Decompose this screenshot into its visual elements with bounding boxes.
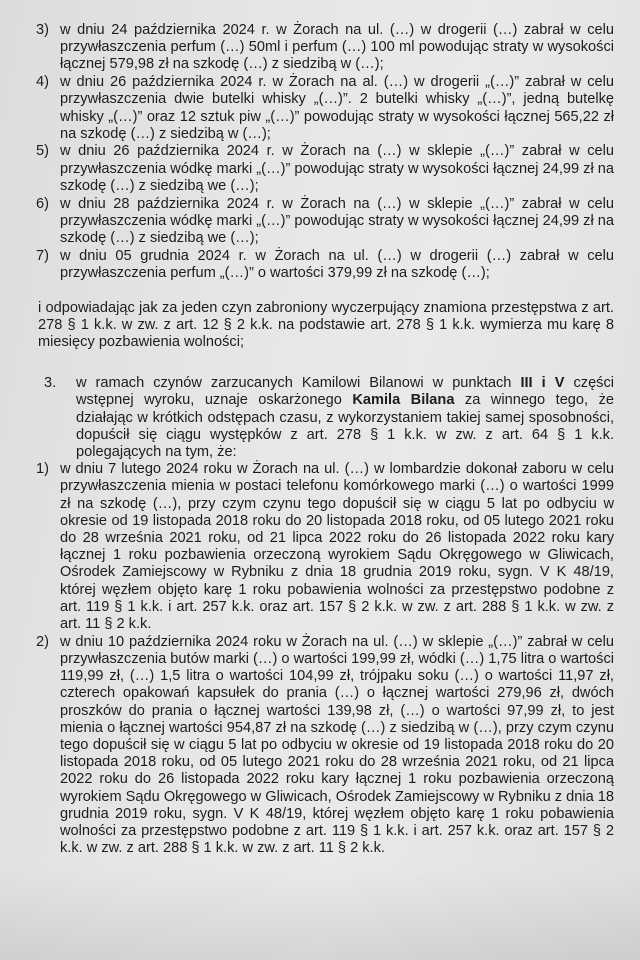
spacer xyxy=(0,351,640,375)
list-item xyxy=(0,196,640,248)
section-text-after: za winnego tego, że działając w krótkich odstępach czasu, z wykorzystaniem takiej samej sposobności, dopuścił się ciągu występków z art. 278 § 1 k.k. w zw. z art. 64 § 1 k.k. polegających na tym, że: xyxy=(76,392,614,460)
item-text: w dniu 28 października 2024 r. w Żorach na (…) w sklepie „(…)” zabrał w celu przywłaszczenia wódkę marki „(…)” powodując straty w wysokości łącznej 24,99 zł na szkodę (…) z siedzibą we (…); xyxy=(60,195,614,246)
spacer xyxy=(0,283,640,300)
list-item xyxy=(0,74,640,143)
item-number: 7) xyxy=(36,247,49,264)
list-item xyxy=(0,461,640,633)
list-item xyxy=(0,143,640,195)
section-text-mid: części wstępnej wyroku, uznaje oskarżonego xyxy=(76,375,615,409)
sentence-paragraph: i odpowiadając jak za jeden czyn zabroniony wyczerpujący znamiona przestępstwa z art. 278 § 1 k.k. w zw. z art. 12 § 2 k.k. na podstawie art. 278 § 1 k.k. wymierza mu karę 8 miesięcy pozbawienia wolności; xyxy=(38,299,614,350)
item-text: w dniu 26 października 2024 r. w Żorach na (…) w sklepie „(…)” zabrał w celu przywłaszczenia wódkę marki „(…)” powodując straty w wysokości łącznej 24,99 zł na szkodę (…) z siedzibą we (…); xyxy=(60,143,614,194)
item-number: 5) xyxy=(36,143,49,160)
list-item xyxy=(0,634,640,858)
document-content xyxy=(0,22,640,858)
item-number: 2) xyxy=(36,633,49,650)
section-points: III i V xyxy=(520,375,565,392)
item-number: 6) xyxy=(36,195,49,212)
item-number: 3) xyxy=(36,22,49,38)
section-number: 3. xyxy=(44,375,57,392)
item-text: w dniu 10 października 2024 roku w Żorach na ul. (…) w sklepie „(…)” zabrał w celu przywłaszczenia butów marki (…) o wartości 199,99 zł, wódki (…) 1,75 litra o wartości 119,99 zł, (…) 1,5 litra o wartości 104,99 zł, trójpaku soku (…) o wartości 11,97 zł, czterech opakowań kapsułek do prania (…) o łącznej wartości 279,96 zł, dwóch proszków do prania o łącznej wartości 139,98 zł, (…) o wartości 97,99 zł, to jest mienia o łącznej wartości 954,87 zł na szkodę (…) z siedzibą w (…), przy czym czynu tego dopuścił się w ciągu 5 lat po odbyciu w okresie od 19 listopada 2018 roku do 20 listopada 2018 roku, od 05 lutego 2021 roku do 28 września 2021 roku, od 21 lipca 2022 roku do 26 listopada 2022 roku kary łącznej 1 roku pozbawienia orzeczoną wyrokiem Sądu Okręgowego w Gliwicach, Ośrodek Zamiejscowy w Rybniku z dnia 18 grudnia 2019 roku, sygn. V K 48/19, której węzłem objęto karę 1 roku pobawienia wolności za przestępstwo podobne z art. 119 § 1 k.k. i art. 257 k.k. oraz art. 157 § 2 k.k. w zw. z art. 288 § 1 k.k. w zw. z art. 11 § 2 k.k. xyxy=(60,633,614,857)
item-number: 4) xyxy=(36,74,49,91)
section-3 xyxy=(0,375,640,461)
item-text: w dniu 05 grudnia 2024 r. w Żorach na ul. (…) w drogerii (…) zabrał w celu przywłaszczenia perfum „(…)” o wartości 379,99 zł na szkodę (…); xyxy=(60,247,614,281)
item-number: 1) xyxy=(36,461,49,478)
item-text: w dniu 26 października 2024 r. w Żorach na al. (…) w drogerii „(…)” zabrał w celu przywłaszczenia dwie butelki whisky „(…)”. 2 butelki whisky „(…)”, jedną butelkę whisky „(…)” oraz 12 sztuk piw „(…)” powodując straty w wysokości łącznej 565,22 zł na szkodę (…) z siedzibą w (…); xyxy=(60,74,614,142)
item-text: w dniu 24 października 2024 r. w Żorach na ul. (…) w drogerii (…) zabrał w celu przywłaszczenia perfum (…) 50ml i perfum (…) 100 ml powodując straty w wysokości łącznej 579,98 zł na szkodę (…) z siedzibą w (…); xyxy=(60,22,614,73)
list-item xyxy=(0,22,640,74)
item-text: w dniu 7 lutego 2024 roku w Żorach na ul. (…) w lombardzie dokonał zaboru w celu przywłaszczenia mienia w postaci telefonu komórkowego marki (…) o wartości 1999 zł na szkodę (…), przy czym czynu tego dopuścił się w ciągu 5 lat po odbyciu w okresie od 19 listopada 2018 roku do 20 listopada 2018 roku, od 05 lutego 2021 roku do 28 września 2021 roku, od 21 lipca 2022 roku do 26 listopada 2022 roku kary łącznej 1 roku pozbawienia orzeczoną wyrokiem Sądu Okręgowego w Gliwicach, Ośrodek Zamiejscowy w Rybniku z dnia 18 grudnia 2019 roku, sygn. V K 48/19, której węzłem objęto karę 1 roku pobawienia wolności za przestępstwo podobne z art. 119 § 1 k.k. i art. 257 k.k. oraz art. 157 § 2 k.k. w zw. z art. 288 § 1 k.k. w zw. z art. 11 § 2 k.k. xyxy=(60,461,614,632)
section-text-before: w ramach czynów zarzucanych Kamilowi Bilanowi w punktach xyxy=(76,375,521,392)
list-item xyxy=(0,248,640,282)
defendant-name: Kamila Bilana xyxy=(352,392,455,409)
